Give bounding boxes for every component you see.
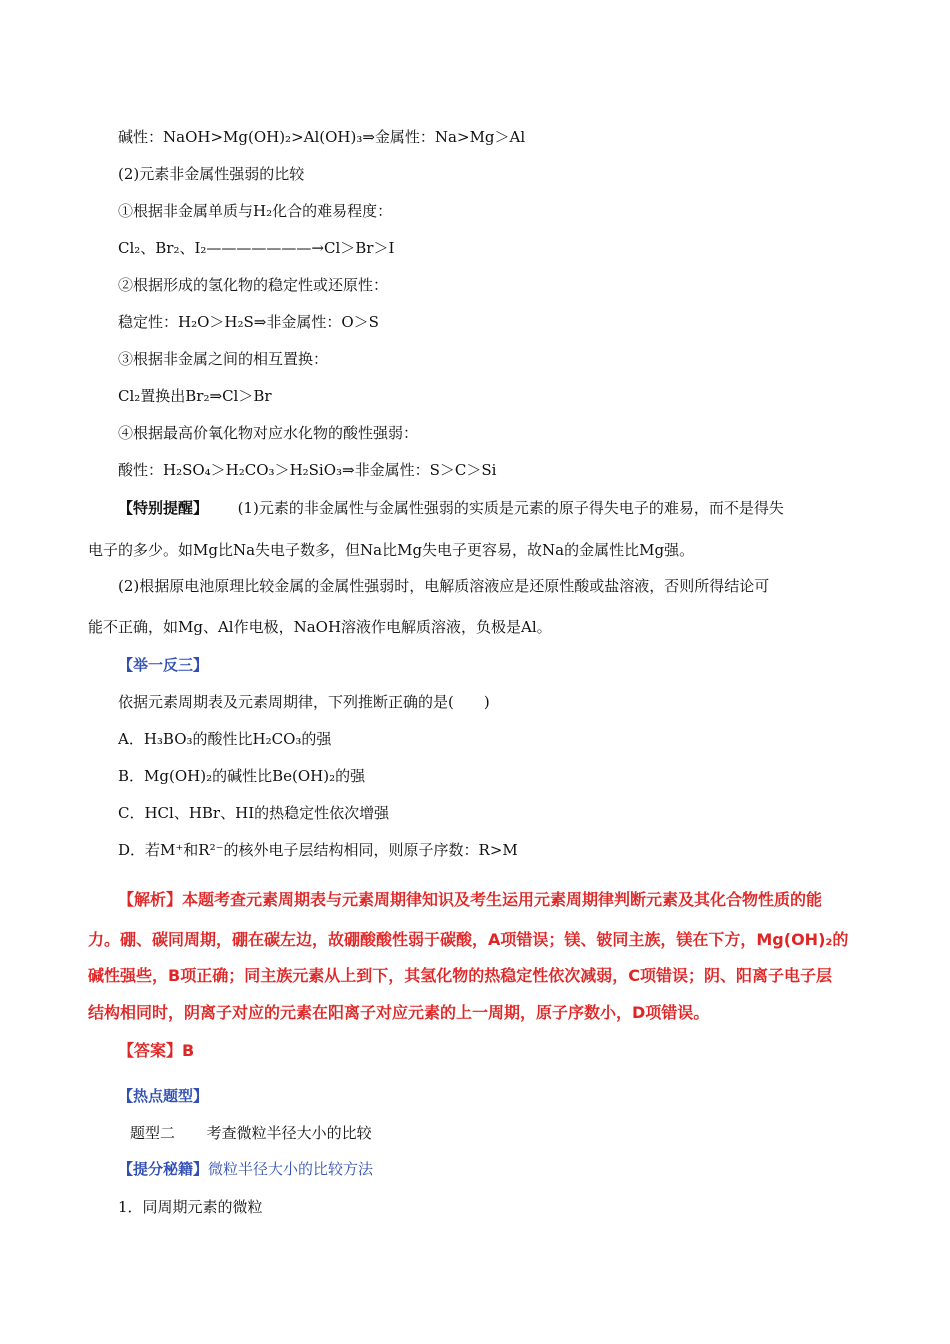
question-type-heading <box>130 1123 372 1143</box>
reminder-tag: 【特别提醒】 <box>118 499 209 517</box>
reminder-paragraph-1a: 【特别提醒】 (1)元素的非金属性与金属性强弱的实质是元素的原子得失电子的难易，而不是得失 <box>118 499 784 517</box>
item-1: 1．同周期元素的微粒 <box>118 1198 263 1216</box>
text-line: ③根据非金属之间的相互置换： <box>118 350 329 368</box>
text-line: ②根据形成的氢化物的稳定性或还原性： <box>118 276 389 294</box>
text-line: 稳定性：H₂O＞H₂S⇒非金属性：O＞S <box>118 313 379 331</box>
practice-tag: 【举一反三】 <box>118 656 209 674</box>
text-line: ④根据最高价氧化物对应水化物的酸性强弱： <box>118 424 419 442</box>
analysis-line-1: 【解析】本题考查元素周期表与元素周期律知识及考生运用元素周期律判断元素及其化合物性质的能 <box>118 890 823 909</box>
text-line: 酸性：H₂SO₄＞H₂CO₃＞H₂SiO₃⇒非金属性：S＞C＞Si <box>118 461 497 479</box>
option-a: A．H₃BO₃的酸性比H₂CO₃的强 <box>118 730 332 748</box>
hot-topic-tag: 【热点题型】 <box>118 1087 209 1105</box>
tips-line <box>118 1159 373 1179</box>
option-b: B．Mg(OH)₂的碱性比Be(OH)₂的强 <box>118 767 366 785</box>
reminder-paragraph-1b: 电子的多少。如Mg比Na失电子数多，但Na比Mg失电子更容易，故Na的金属性比Mg强。 <box>88 541 695 559</box>
tips-text: 微粒半径大小的比较方法 <box>208 1160 374 1178</box>
reminder-paragraph-2a: (2)根据原电池原理比较金属的金属性强弱时，电解质溶液应是还原性酸或盐溶液，否则所得结论可 <box>118 577 770 595</box>
text-line: ①根据非金属单质与H₂化合的难易程度： <box>118 202 393 220</box>
analysis-line-4: 结构相同时，阴离子对应的元素在阳离子对应元素的上一周期，原子序数小，D项错误。 <box>88 1003 710 1022</box>
text-line: 碱性：NaOH>Mg(OH)₂>Al(OH)₃⇒金属性：Na>Mg＞Al <box>118 128 526 146</box>
option-d: D．若M⁺和R²⁻的核外电子层结构相同，则原子序数：R>M <box>118 841 518 859</box>
question-type-title: 考查微粒半径大小的比较 <box>206 1124 372 1142</box>
practice-question: 依据元素周期表及元素周期律，下列推断正确的是( ) <box>118 693 490 711</box>
analysis-line-2: 力。硼、碳同周期，硼在碳左边，故硼酸酸性弱于碳酸，A项错误；镁、铍同主族，镁在下方，Mg(OH)₂的 <box>88 930 849 949</box>
tips-tag: 【提分秘籍】 <box>118 1160 209 1178</box>
question-type-label: 题型二 <box>130 1124 176 1142</box>
answer-value: B <box>182 1041 195 1060</box>
text-line: Cl₂置换出Br₂⇒Cl＞Br <box>118 387 272 405</box>
text-line: (2)元素非金属性强弱的比较 <box>118 165 305 183</box>
reminder-paragraph-2b: 能不正确，如Mg、Al作电极，NaOH溶液作电解质溶液，负极是Al。 <box>88 618 552 636</box>
text-line: Cl₂、Br₂、I₂———————→Cl＞Br＞I <box>118 239 395 257</box>
answer-line <box>118 1041 194 1061</box>
answer-tag: 【答案】 <box>118 1041 183 1060</box>
analysis-line-3: 碱性强些，B项正确；同主族元素从上到下，其氢化物的热稳定性依次减弱，C项错误；阴、阳离子电子层 <box>88 966 832 985</box>
option-c: C．HCl、HBr、HI的热稳定性依次增强 <box>118 804 390 822</box>
